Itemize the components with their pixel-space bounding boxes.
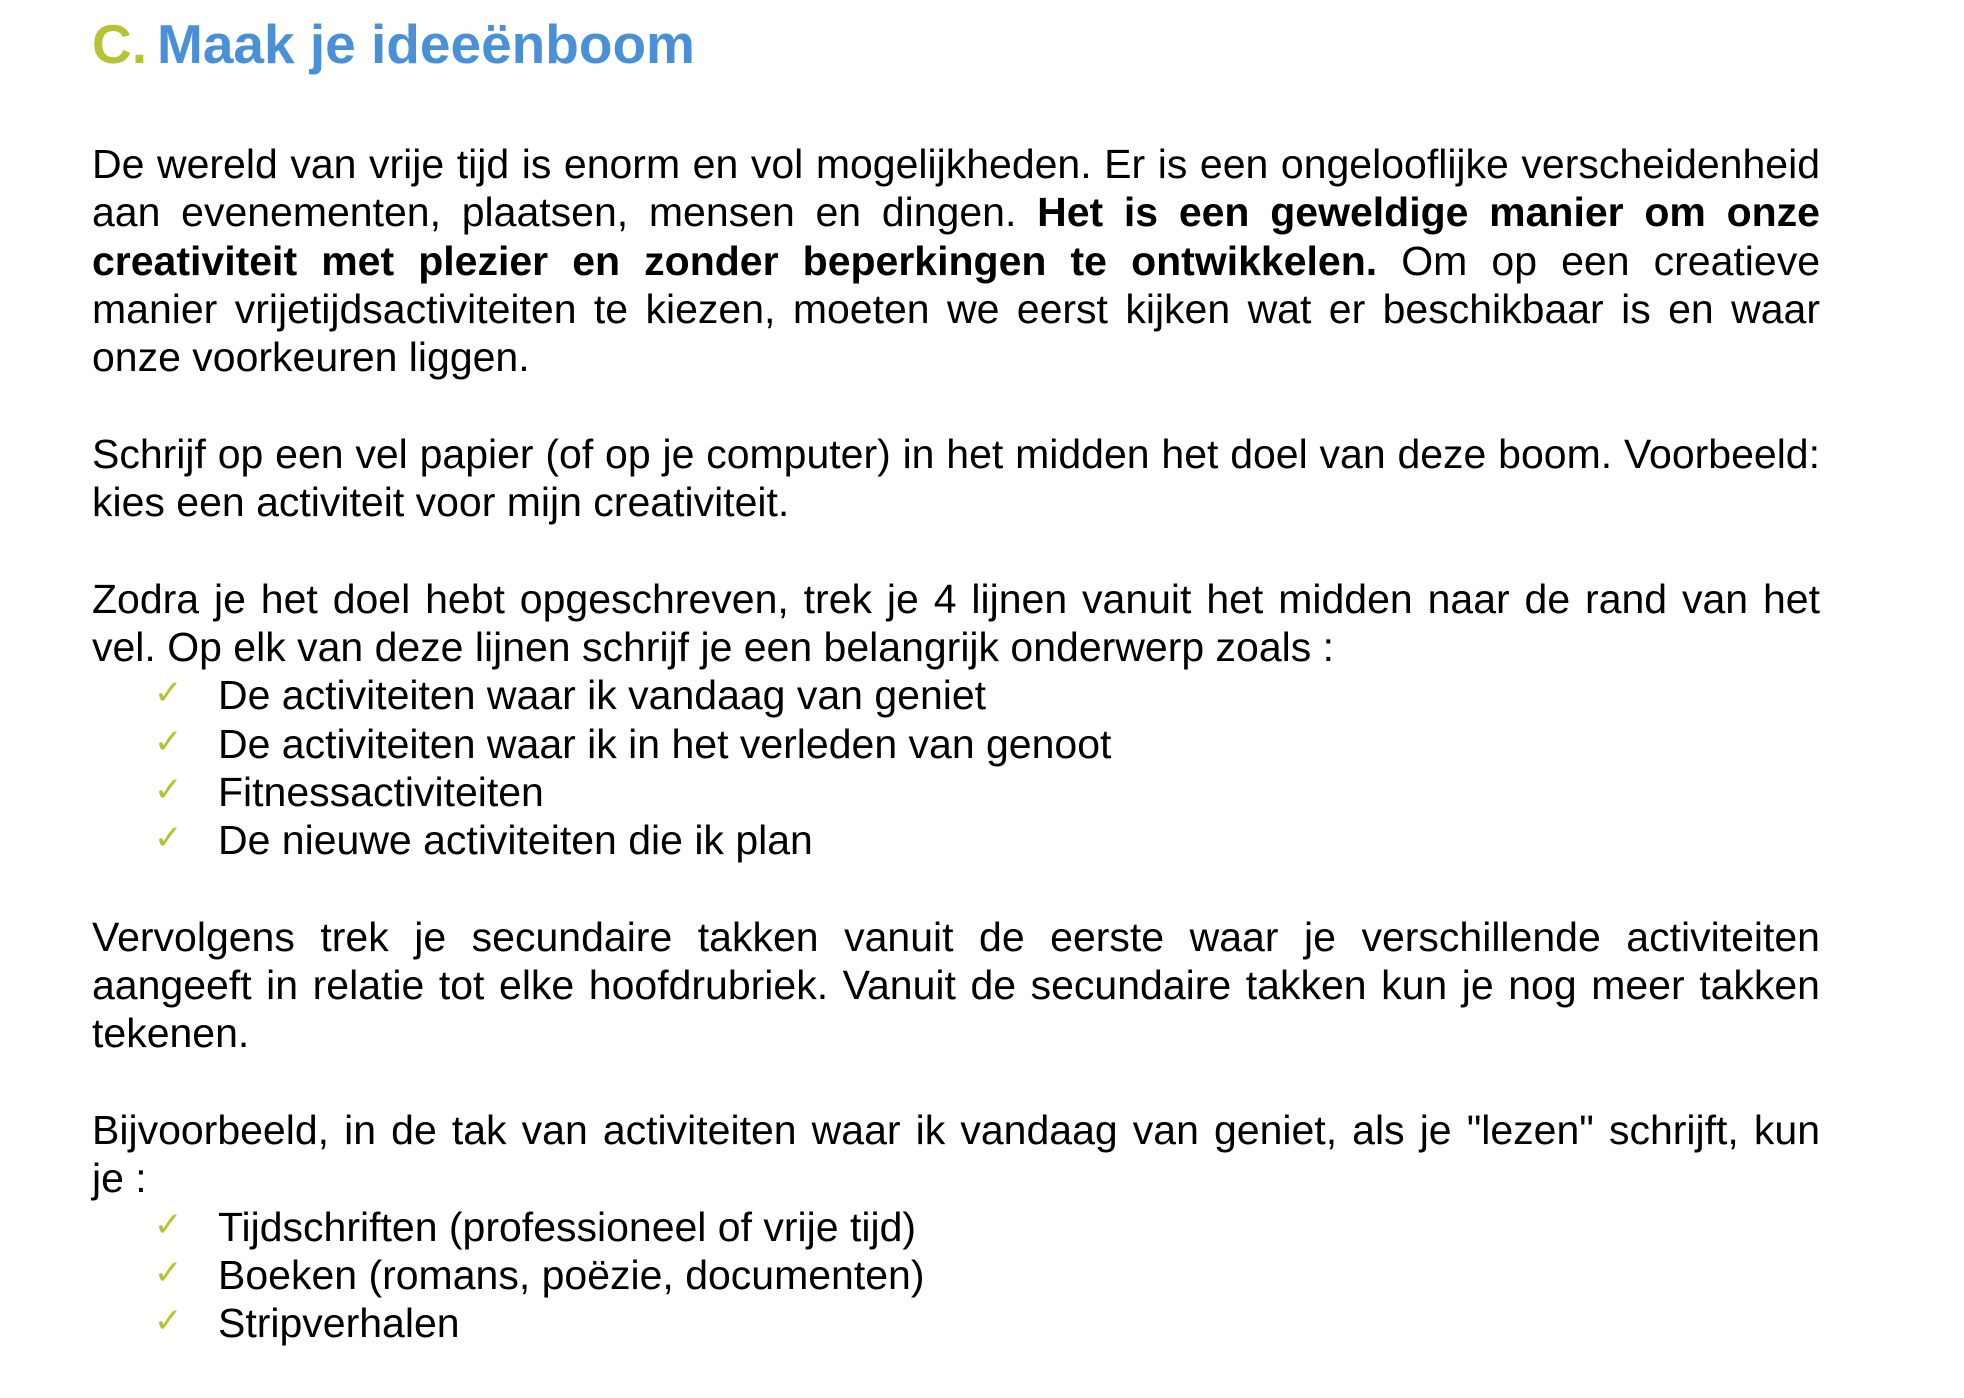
paragraph-example <box>92 1106 1820 1203</box>
checkmark-icon: ✓ <box>154 721 183 762</box>
checkmark-icon: ✓ <box>154 769 183 810</box>
text-span: aan evenementen, plaatsen, mensen en dingen. <box>92 189 1017 236</box>
checkmark-icon: ✓ <box>154 1252 183 1293</box>
paragraph-spacer <box>92 526 1820 574</box>
paragraph-spacer <box>92 864 1820 912</box>
text-line: De wereld van vrije tijd is enorm en vol mogelijkheden. Er is een ongelooflijke verscheidenheid <box>92 141 1820 187</box>
text-line: je : <box>92 1155 147 1202</box>
checklist-item <box>92 1251 1820 1299</box>
text-line: Bijvoorbeeld, in de tak van activiteiten waar ik vandaag van geniet, als je "lezen" schrijft, kun <box>92 1106 1820 1153</box>
checkmark-icon: ✓ <box>154 673 183 714</box>
text-line: manier vrijetijdsactiviteiten te kiezen, moeten we eerst kijken wat er beschikbaar is en waar <box>92 285 1820 332</box>
text-line: Zodra je het doel hebt opgeschreven, trek je 4 lijnen vanuit het midden naar de rand van het <box>92 575 1820 622</box>
text-line <box>92 188 1820 236</box>
paragraph-intro <box>92 140 1820 381</box>
document-body <box>92 140 1820 1347</box>
checklist-item-text: Stripverhalen <box>218 1300 460 1347</box>
paragraph-instruction <box>92 430 1820 527</box>
section-title: Maak je ideeënboom <box>157 13 695 75</box>
paragraph-branches <box>92 913 1820 1058</box>
text-line: aangeeft in relatie tot elke hoofdrubriek. Vanuit de secundaire takken kun je nog meer takken <box>92 962 1820 1009</box>
text-line: Schrijf op een vel papier (of op je computer) in het midden het doel van deze boom. Voorbeeld: <box>92 430 1820 477</box>
checklist-item-text: Fitnessactiviteiten <box>218 768 544 815</box>
section-number: C. <box>92 13 147 75</box>
text-line: onze voorkeuren liggen. <box>92 334 530 381</box>
checkmark-icon: ✓ <box>154 1301 183 1342</box>
text-line <box>92 237 1820 285</box>
section-heading <box>92 12 695 76</box>
bold-text-span: Het is een geweldige manier om onze <box>1037 189 1820 236</box>
checklist-item-text: De activiteiten waar ik in het verleden van genoot <box>218 720 1112 767</box>
paragraph-spacer <box>92 1058 1820 1106</box>
text-line: Vervolgens trek je secundaire takken vanuit de eerste waar je verschillende activiteiten <box>92 913 1820 960</box>
checklist-reading <box>92 1203 1820 1348</box>
checklist-item <box>92 768 1820 816</box>
checklist-item-text: Tijdschriften (professioneel of vrije tijd) <box>218 1203 917 1250</box>
paragraph-spacer <box>92 381 1820 429</box>
checklist-item-text: De nieuwe activiteiten die ik plan <box>218 817 813 864</box>
paragraph-lines <box>92 575 1820 672</box>
bold-text-span: creativiteit met plezier en zonder beperkingen te ontwikkelen. <box>92 237 1378 284</box>
checklist-item <box>92 671 1820 719</box>
checklist-item <box>92 1299 1820 1347</box>
text-line: vel. Op elk van deze lijnen schrijf je een belangrijk onderwerp zoals : <box>92 623 1335 670</box>
text-span: Om op een creatieve <box>1401 237 1820 284</box>
checklist-item <box>92 816 1820 864</box>
checklist-item <box>92 720 1820 768</box>
checkmark-icon: ✓ <box>154 1204 183 1245</box>
checklist-item <box>92 1203 1820 1251</box>
checklist-item-text: De activiteiten waar ik vandaag van geniet <box>218 672 987 719</box>
checkmark-icon: ✓ <box>154 818 183 859</box>
text-line: kies een activiteit voor mijn creativiteit. <box>92 479 790 526</box>
checklist-topics <box>92 671 1820 864</box>
checklist-item-text: Boeken (romans, poëzie, documenten) <box>218 1251 925 1298</box>
text-line: tekenen. <box>92 1010 250 1057</box>
